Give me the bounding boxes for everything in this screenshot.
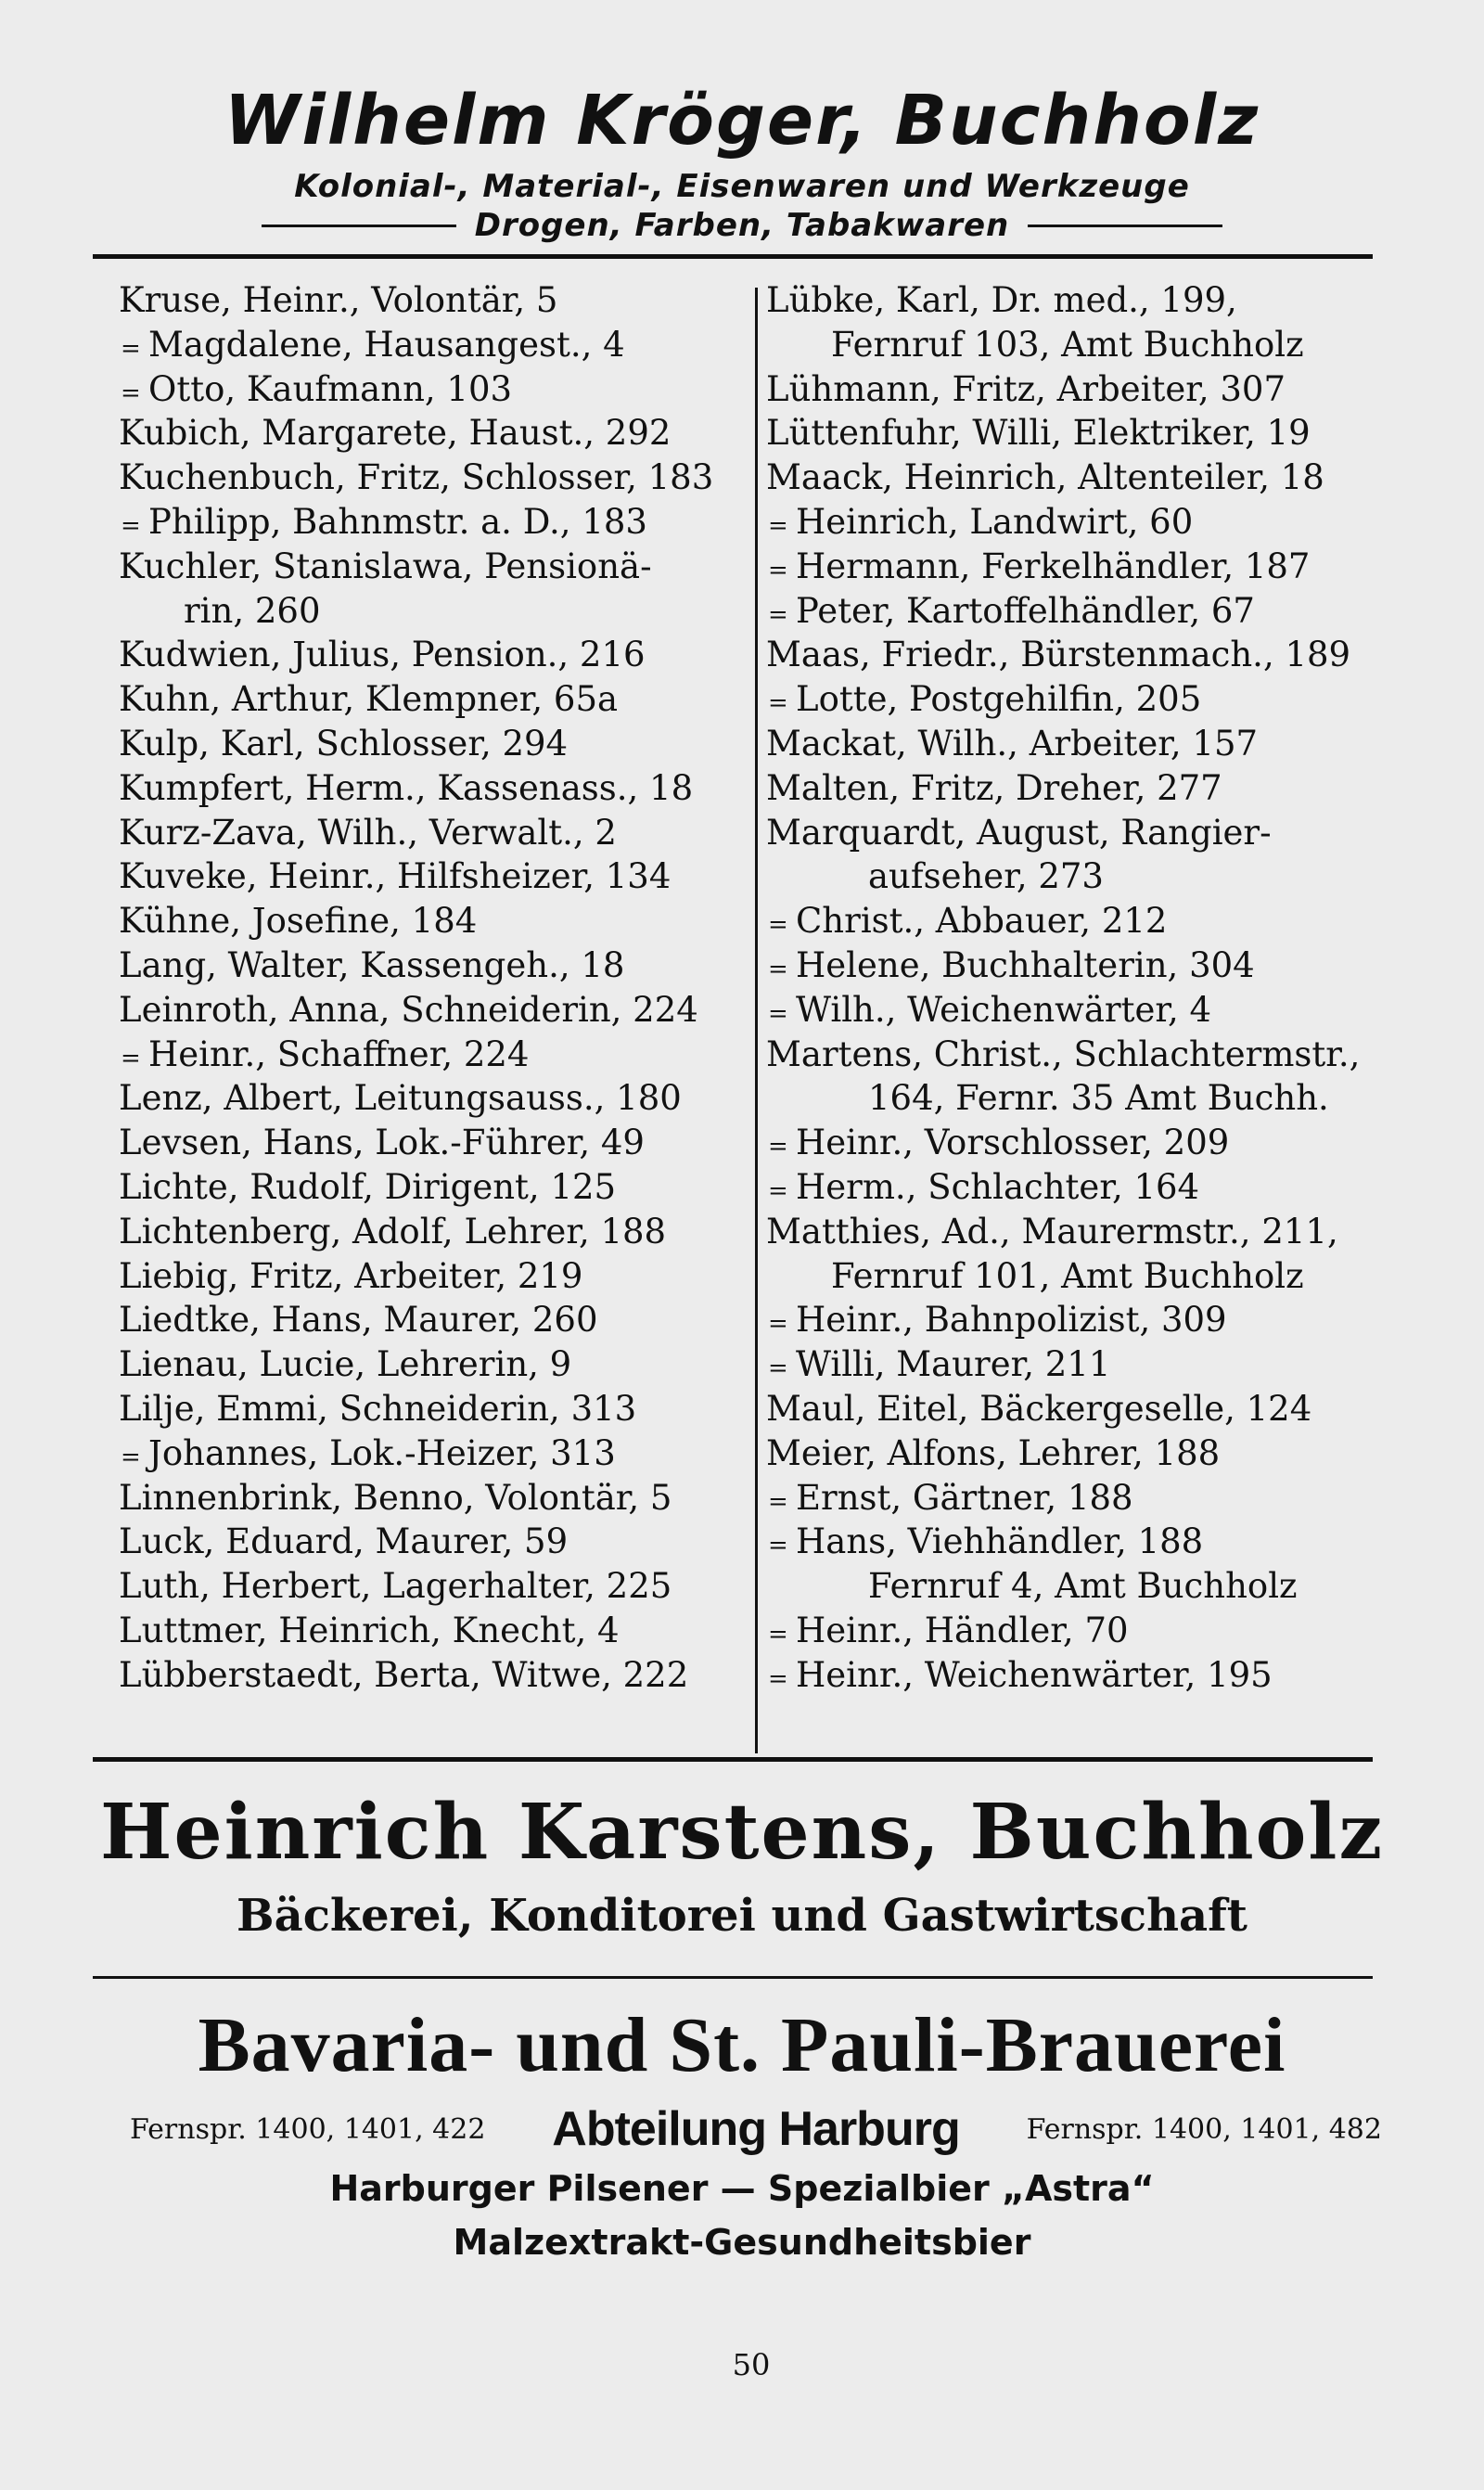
ad-kroeger-title: Wilhelm Kröger, Buchholz [224, 81, 1260, 160]
list-item: rin, 260 [184, 590, 321, 631]
phone-right: Fernspr. 1400, 1401, 482 [1026, 2112, 1382, 2146]
list-item: Lübberstaedt, Berta, Witwe, 222 [119, 1654, 689, 1695]
directory-listing [119, 278, 1391, 1763]
list-item: Lüttenfuhr, Willi, Elektriker, 19 [766, 413, 1311, 454]
ad-brauerei-contact-row [93, 2097, 1391, 2162]
list-item: Kuchler, Stanislawa, Pensionä- [119, 545, 652, 586]
list-item: Liebig, Fritz, Arbeiter, 219 [119, 1255, 583, 1296]
divider-rule-top [93, 254, 1373, 259]
list-item: Maul, Eitel, Bäckergeselle, 124 [766, 1388, 1312, 1429]
list-item: Kumpfert, Herm., Kassenass., 18 [119, 767, 694, 808]
list-item: Maack, Heinrich, Altenteiler, 18 [766, 457, 1324, 498]
list-item: Fernruf 103, Amt Buchholz [831, 324, 1304, 365]
ad-brauerei-line1: Harburger Pilsener — Spezialbier „Astra“ [329, 2168, 1155, 2209]
list-item: = Heinrich, Landwirt, 60 [766, 500, 1378, 545]
list-item: = Heinr., Weichenwärter, 195 [766, 1653, 1378, 1698]
list-item: Kudwien, Julius, Pension., 216 [119, 635, 646, 675]
list-item: Leinroth, Anna, Schneiderin, 224 [119, 989, 698, 1030]
list-item: = Helene, Buchhalterin, 304 [766, 943, 1378, 988]
list-item: = Wilh., Weichenwärter, 4 [766, 988, 1378, 1033]
ad-kroeger-line2-row [93, 206, 1391, 245]
list-item: Kruse, Heinr., Volontär, 5 [119, 280, 558, 320]
list-item: = Otto, Kaufmann, 103 [119, 367, 731, 412]
divider-rule-middle [93, 1757, 1373, 1762]
list-item: = Hermann, Ferkelhändler, 187 [766, 545, 1378, 589]
list-item: Linnenbrink, Benno, Volontär, 5 [119, 1477, 672, 1518]
divider-rule-lower [93, 1976, 1373, 1979]
list-item: Lenz, Albert, Leitungsauss., 180 [119, 1078, 682, 1119]
list-item: Marquardt, August, Rangier- [766, 812, 1272, 853]
advertisement-kroeger [93, 74, 1391, 245]
list-item: Kulp, Karl, Schlosser, 294 [119, 723, 569, 764]
list-item: = Peter, Kartoffelhändler, 67 [766, 589, 1378, 634]
list-item: = Heinr., Schaffner, 224 [119, 1033, 731, 1077]
list-item: Meier, Alfons, Lehrer, 188 [766, 1432, 1221, 1473]
list-item: Lienau, Lucie, Lehrerin, 9 [119, 1344, 572, 1385]
list-item: = Hans, Viehhändler, 188 [766, 1520, 1378, 1564]
list-item: = Johannes, Lok.-Heizer, 313 [119, 1431, 731, 1476]
list-item: = Willi, Maurer, 211 [766, 1342, 1378, 1387]
list-item: Lübke, Karl, Dr. med., 199, [766, 280, 1237, 320]
phone-left: Fernspr. 1400, 1401, 422 [130, 2112, 486, 2146]
list-item: = Herm., Schlachter, 164 [766, 1165, 1378, 1210]
list-item: aufseher, 273 [868, 856, 1104, 897]
list-item: Martens, Christ., Schlachtermstr., [766, 1033, 1361, 1074]
list-item: Lichte, Rudolf, Dirigent, 125 [119, 1166, 617, 1207]
column-divider [755, 288, 758, 1753]
list-item: Lichtenberg, Adolf, Lehrer, 188 [119, 1211, 667, 1251]
list-item: Fernruf 4, Amt Buchholz [868, 1566, 1298, 1607]
list-item: Liedtke, Hans, Maurer, 260 [119, 1300, 598, 1341]
department-label: Abteilung Harburg [552, 2102, 960, 2156]
list-item: Kühne, Josefine, 184 [119, 901, 478, 942]
ad-kroeger-line1: Kolonial-, Material-, Eisenwaren und Werkzeuge [294, 168, 1190, 205]
ad-kroeger-line2: Drogen, Farben, Tabakwaren [474, 207, 1010, 244]
list-item: = Magdalene, Hausangest., 4 [119, 323, 731, 367]
list-item: = Philipp, Bahnmstr. a. D., 183 [119, 500, 731, 545]
list-item: = Ernst, Gärtner, 188 [766, 1476, 1378, 1521]
list-item: Kubich, Margarete, Haust., 292 [119, 413, 672, 454]
list-item: = Heinr., Händler, 70 [766, 1609, 1378, 1653]
ad-karstens-subtitle: Bäckerei, Konditorei und Gastwirtschaft [237, 1890, 1247, 1942]
ad-brauerei-line2: Malzextrakt-Gesundheitsbier [453, 2222, 1031, 2263]
right-column [766, 278, 1378, 1698]
advertisement-karstens [93, 1781, 1391, 1948]
advertisement-brauerei [93, 1995, 1391, 2269]
page-number: 50 [732, 2347, 771, 2382]
list-item: = Lotte, Postgehilfin, 205 [766, 677, 1378, 722]
list-item: = Heinr., Vorschlosser, 209 [766, 1121, 1378, 1165]
list-item: Lühmann, Fritz, Arbeiter, 307 [766, 368, 1286, 409]
list-item: Kuveke, Heinr., Hilfsheizer, 134 [119, 856, 672, 897]
list-item: Lang, Walter, Kassengeh., 18 [119, 944, 625, 985]
list-item: Kuchenbuch, Fritz, Schlosser, 183 [119, 457, 714, 498]
list-item: Luck, Eduard, Maurer, 59 [119, 1521, 569, 1562]
list-item: Maas, Friedr., Bürstenmach., 189 [766, 635, 1351, 675]
list-item: Kurz-Zava, Wilh., Verwalt., 2 [119, 812, 617, 853]
list-item: = Heinr., Bahnpolizist, 309 [766, 1298, 1378, 1342]
list-item: = Christ., Abbauer, 212 [766, 899, 1378, 943]
list-item: Kuhn, Arthur, Klempner, 65a [119, 679, 619, 720]
list-item: Matthies, Ad., Maurermstr., 211, [766, 1211, 1338, 1251]
list-item: Lilje, Emmi, Schneiderin, 313 [119, 1388, 637, 1429]
list-item: Levsen, Hans, Lok.-Führer, 49 [119, 1123, 645, 1163]
list-item: Fernruf 101, Amt Buchholz [831, 1255, 1304, 1296]
list-item: Luttmer, Heinrich, Knecht, 4 [119, 1610, 620, 1650]
list-item: Mackat, Wilh., Arbeiter, 157 [766, 723, 1259, 764]
list-item: 164, Fernr. 35 Amt Buchh. [868, 1078, 1329, 1119]
ad-brauerei-title: Bavaria- und St. Pauli-Brauerei [198, 2002, 1286, 2088]
rule-right [1028, 225, 1222, 227]
rule-left [262, 225, 456, 227]
left-column [119, 278, 731, 1698]
ad-karstens-title: Heinrich Karstens, Buchholz [99, 1788, 1385, 1877]
list-item: Luth, Herbert, Lagerhalter, 225 [119, 1566, 672, 1607]
list-item: Malten, Fritz, Dreher, 277 [766, 767, 1222, 808]
